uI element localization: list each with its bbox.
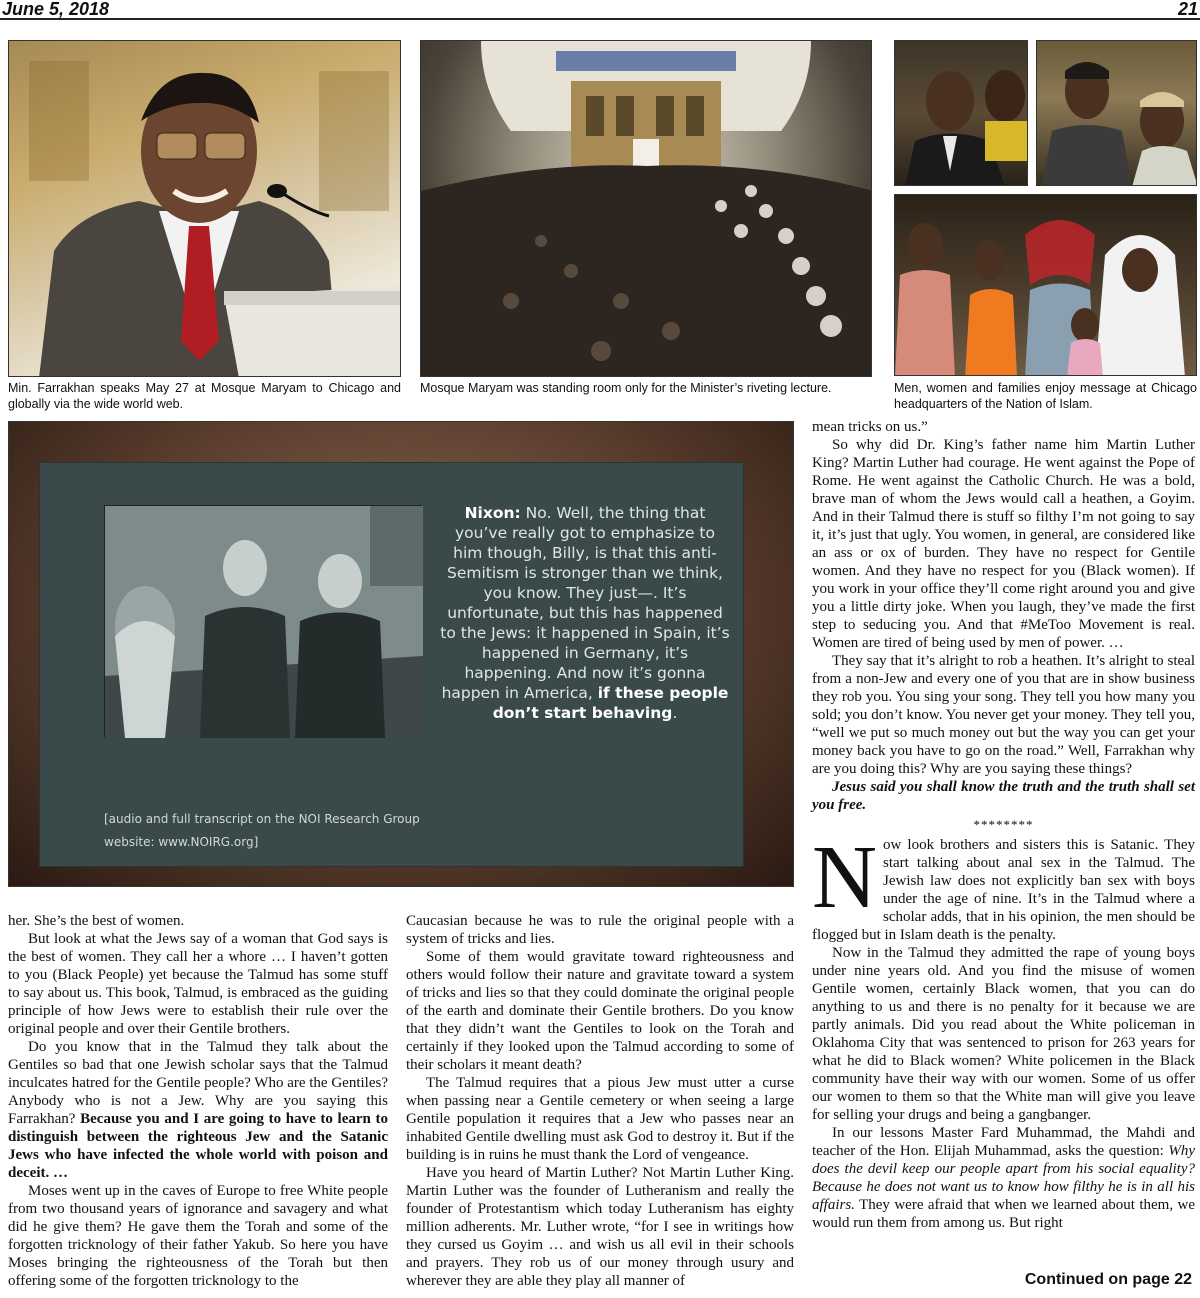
pull-quote — [812, 778, 1195, 814]
paragraph: Now in the Talmud they admitted the rape of young boys under nine years old. And you find the misuse of women Gentile women, certainly Black women, that you can do anything to us and there is no penalty for it because we are partly animals. Did you read about the White policeman in Oklahoma City that was sentenced to prison for 263 years for what he did to Black women? White policemen in the Black community have their way with our women. Some of us offer our women to them so that the White man will give you leave for selling your drugs and being a gangbanger. — [812, 945, 1195, 1123]
quote-body: No. Well, the thing that you’ve really got to emphasize to him though, Billy, is that this anti-Semitism is stronger than we think, you know. They just—. It’s unfortunate, but this has happened to the Jews: it happened in Spain, it’s happened in Germany, it’s happening. And now it’s gonna happen in America, — [440, 504, 730, 702]
quote-period: . — [672, 704, 678, 722]
drop-cap: N — [812, 828, 877, 927]
crowd-caption: Mosque Maryam was standing room only for the Minister’s riveting lecture. — [420, 381, 832, 395]
families-caption: Men, women and families enjoy message at Chicago headquarters of the Nation of Islam. — [894, 381, 1197, 411]
paragraph: Moses went up in the caves of Europe to free White people from two thousand years of ignorance and savagery and what did he give them? He gave them the Torah and some of the forgotten tricknology of their father Yakub. So here you have Moses bringing the righteousness of the Torah but then offering some of the forgotten tricknology to the — [8, 1183, 388, 1289]
issue-date: June 5, 2018 — [2, 0, 110, 19]
paragraph: But look at what the Jews say of a woman that God says is the best of women. They call her a whore … I haven’t gotten to you (Black People) yet because the Talmud has some stuff to say about us. This book, Talmud, is embraced as the guiding principle of how Jews were to establish their rule over the original people and over their Gentile brothers. — [8, 931, 388, 1037]
paragraph — [812, 828, 1195, 944]
screen-footer-line2: website: www.NOIRG.org] — [104, 835, 259, 849]
paragraph: They say that it’s alright to rob a heathen. It’s alright to steal from a non-Jew and every one of you that are in show business they rob you. You sing your song. They tell you how many you sold; you don’t know. You never get your money. They tell you, “well we put so much money out but the way you can get your money back you have to go on the road.” Well, Farrakhan why are you doing this? Why are you saying these things? — [812, 653, 1195, 777]
paragraph — [8, 1038, 388, 1182]
paragraph-text: Do you know that in the Talmud they talk about the Gentiles so bad that one Jewish scholar says that the Talmud inculcates hatred for the Gentile people? Who are the Gentiles? Anybody who is not a Jew. Why are you saying this Farrakhan? — [8, 1039, 388, 1127]
paragraph-text: ow look brothers and sisters this is Satanic. They start talking about anal sex in the Talmud. The Jewish law does not explicitly ban sex with boys under the age of nine. It’s in the Talmud where a scholar adds, that in his opinion, the men should be flogged but in Islam death is the penalty. — [812, 837, 1195, 943]
nixon-graham-photo — [104, 505, 422, 737]
projection-screen-photo — [8, 421, 794, 887]
audience-men-photo — [894, 40, 1028, 186]
speaker-caption: Min. Farrakhan speaks May 27 at Mosque Maryam to Chicago and globally via the wide world web. — [8, 381, 401, 411]
paragraph: The Talmud requires that a pious Jew must utter a curse when passing near a Gentile cemetery or when seeing a large Gentile population it requires that a Jew who passes near an inhabited Gentile dwelling must ask God to destroy it. But if the building is in ruins he must thank the Lord of vengeance. — [406, 1075, 794, 1163]
italic-question: Why does the devil keep our people apart from his social equality? Because he does not want us to know how filthy he is in all his affairs. — [812, 1143, 1195, 1213]
audience-families-photo — [894, 194, 1197, 376]
projection-screen — [39, 462, 744, 867]
screen-footer-line1: [audio and full transcript on the NOI Research Group — [104, 812, 420, 826]
quote-end: if these people don’t start behaving — [492, 684, 729, 722]
nixon-quote — [440, 503, 730, 723]
bold-statement: Because you and I are going to have to learn to distinguish between the righteous Jew and the Satanic Jews who have infected the whole world with poison and deceit. … — [8, 1111, 389, 1181]
screen-footer — [104, 808, 464, 854]
paragraph: Have you heard of Martin Luther? Not Martin Luther King. Martin Luther was the founder of Lutheranism and really the founder of Protestantism which today Lutheranism has eighty million adherents. Mr. Luther wrote, “for I see in writings how they cursed us Goyim … and wish us all evil in their schools and prayers. They rob us of our money through usury and wherever they are able they play all manner of — [406, 1165, 794, 1289]
article-column-2 — [406, 912, 794, 1290]
quote-speaker: Nixon: — [464, 504, 521, 522]
paragraph-text: They were afraid that when we learned about them, we would run them from among us. But right — [812, 1197, 1195, 1231]
paragraph-text: In our lessons Master Fard Muhammad, the Mahdi and teacher of the Hon. Elijah Muhammad, asks the question: — [812, 1125, 1195, 1159]
paragraph — [812, 1124, 1195, 1232]
paragraph: her. She’s the best of women. — [8, 913, 185, 929]
crowd-photo — [420, 40, 872, 377]
audience-elder-photo — [1036, 40, 1197, 186]
pull-quote-text: Jesus said you shall know the truth and the truth shall set you free. — [812, 779, 1195, 813]
paragraph: Some of them would gravitate toward righteousness and others would follow their nature and gravitate toward a system of tricks and lies so that they could dominate the original people of the earth and dominate their Gentile brothers. Do you know that they didn’t want the Gentiles to look on the Torah and certainly if they looked upon the Talmud according to some of their scholars it meant death? — [406, 949, 794, 1073]
paragraph: mean tricks on us.” — [812, 419, 928, 435]
page-header — [0, 0, 1200, 20]
continued-notice: Continued on page 22 — [1024, 1271, 1192, 1288]
section-divider: ******** — [973, 817, 1034, 832]
page-number: 21 — [1177, 0, 1198, 19]
paragraph: Caucasian because he was to rule the original people with a system of tricks and lies. — [406, 913, 794, 947]
speaker-photo — [8, 40, 401, 377]
article-column-3 — [812, 418, 1195, 1232]
paragraph: So why did Dr. King’s father name him Martin Luther King? Martin Luther had courage. He went against the Pope of Rome. He went against the Catholic Church. He was a bold, brave man of whom the Jews would call a heathen, a Goyim. And in their Talmud there is stuff so filthy I’m not going to say it, it’s just that ugly. You women, in general, are considered like an ass or ox of burden. They have no respect for Gentile women. And they have no respect for you (Black women). If you work in your office they’ll come right around you and give you a little dirty joke. When you laugh, they’ve made the first step to seducing you. And that #MeToo Movement is real. Women are tired of being used by men of power. … — [812, 437, 1195, 651]
article-column-1 — [8, 912, 388, 1290]
